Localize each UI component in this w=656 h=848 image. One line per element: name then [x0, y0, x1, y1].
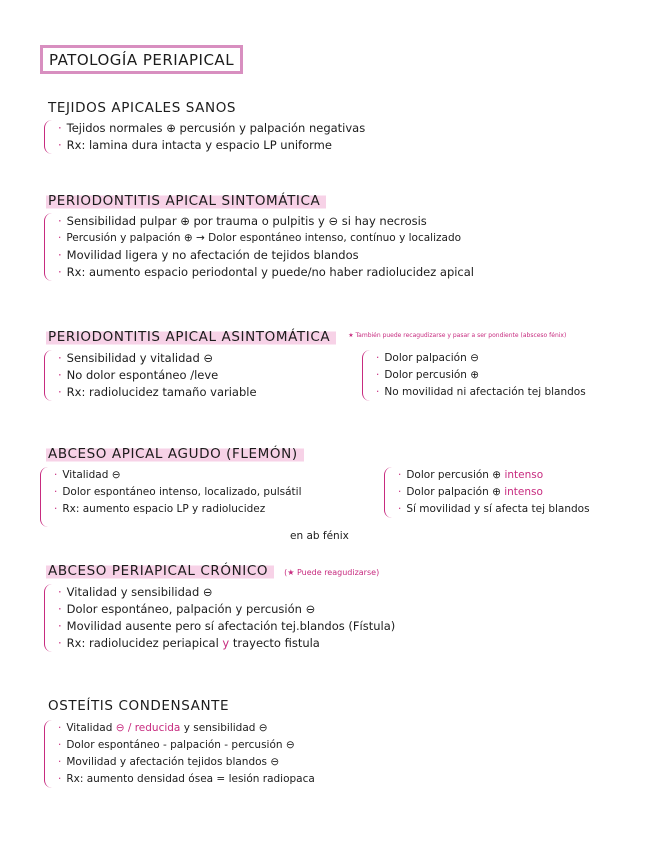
brace: [40, 467, 50, 527]
list-item: · Movilidad y afectación tejidos blandos ⊖: [58, 756, 280, 768]
section-tejidos-sanos: [44, 97, 242, 117]
list-item: · Tejidos normales ⊕ percusión y palpación negativas: [58, 121, 366, 135]
brace: [44, 720, 54, 788]
list-item: · Rx: aumento espacio periodontal y puede/no haber radiolucidez apical: [58, 265, 475, 279]
list-item: · Percusión y palpación ⊕ → Dolor espontáneo intenso, contínuo y localizado: [58, 232, 462, 244]
list-item: · Dolor percusión ⊕ intenso: [398, 469, 544, 481]
list-osteitis-condensante: [44, 720, 315, 788]
list-item: · Dolor palpación ⊖: [376, 352, 479, 364]
page-title: PATOLOGÍA PERIAPICAL: [40, 45, 243, 74]
section-periodontitis-asintomatica: [44, 326, 566, 346]
list-item: · Sensibilidad pulpar ⊕ por trauma o pulpitis y ⊖ si hay necrosis: [58, 214, 427, 228]
brace: [384, 467, 394, 518]
section-heading: PERIODONTITIS APICAL ASINTOMÁTICA: [46, 328, 336, 346]
section-heading: ABCESO PERIAPICAL CRÓNICO: [46, 562, 274, 580]
section-abceso-agudo: [44, 443, 304, 463]
brace: [44, 120, 54, 154]
list-item: · Dolor espontáneo intenso, localizado, pulsátil: [54, 486, 302, 498]
list-item: · No dolor espontáneo /leve: [58, 368, 219, 382]
list-asintomatica-left: [44, 350, 257, 401]
list-item: · Rx: lamina dura intacta y espacio LP uniforme: [58, 138, 332, 152]
section-heading: TEJIDOS APICALES SANOS: [48, 100, 237, 116]
list-item: · Sensibilidad y vitalidad ⊖: [58, 351, 214, 365]
list-item: · Movilidad ausente pero sí afectación tej.blandos (Fístula): [58, 619, 396, 633]
list-abceso-cronico: [44, 584, 395, 652]
list-item: · Rx: aumento densidad ósea = lesión radiopaca: [58, 773, 315, 785]
section-heading: PERIODONTITIS APICAL SINTOMÁTICA: [46, 192, 326, 210]
list-item: · Vitalidad ⊖ / reducida y sensibilidad ⊖: [58, 722, 268, 734]
section-periodontitis-sintomatica: [44, 190, 326, 210]
section-heading: OSTEÍTIS CONDENSANTE: [48, 698, 230, 714]
brace: [44, 213, 54, 281]
brace: [44, 350, 54, 401]
list-abceso-agudo-left: [40, 467, 302, 527]
list-item: · Dolor espontáneo, palpación y percusión ⊖: [58, 602, 316, 616]
list-item: · Rx: radiolucidez periapical y trayecto fistula: [58, 636, 320, 650]
section-heading: ABCESO APICAL AGUDO (FLEMÓN): [46, 445, 304, 463]
list-item: · Dolor percusión ⊕: [376, 369, 480, 381]
list-item-continuation: en ab fénix: [290, 530, 349, 542]
list-periodontitis-sintomatica: [44, 213, 474, 281]
list-item: · Rx: aumento espacio LP y radiolucidez: [54, 503, 266, 515]
list-abceso-agudo-right: [384, 467, 590, 518]
list-item: · Vitalidad ⊖: [54, 469, 121, 481]
list-tejidos-sanos: [44, 120, 365, 154]
list-item: · Sí movilidad y sí afecta tej blandos: [398, 503, 590, 515]
brace: [44, 584, 54, 652]
list-asintomatica-right: [362, 350, 586, 401]
list-item: · Dolor palpación ⊕ intenso: [398, 486, 543, 498]
section-note: ★ También puede recagudizarse y pasar a ser pondiente (absceso fénix): [348, 332, 567, 339]
section-note: (★ Puede reagudizarse): [284, 568, 380, 577]
list-item: · Vitalidad y sensibilidad ⊖: [58, 585, 213, 599]
list-item: · Dolor espontáneo - palpación - percusión ⊖: [58, 739, 295, 751]
list-item: · Movilidad ligera y no afectación de tejidos blandos: [58, 248, 359, 262]
list-item: · Rx: radiolucidez tamaño variable: [58, 385, 257, 399]
list-item: · No movilidad ni afectación tej blandos: [376, 386, 586, 398]
section-abceso-cronico: [44, 560, 379, 580]
brace: [362, 350, 372, 401]
section-osteitis-condensante: [44, 695, 235, 715]
